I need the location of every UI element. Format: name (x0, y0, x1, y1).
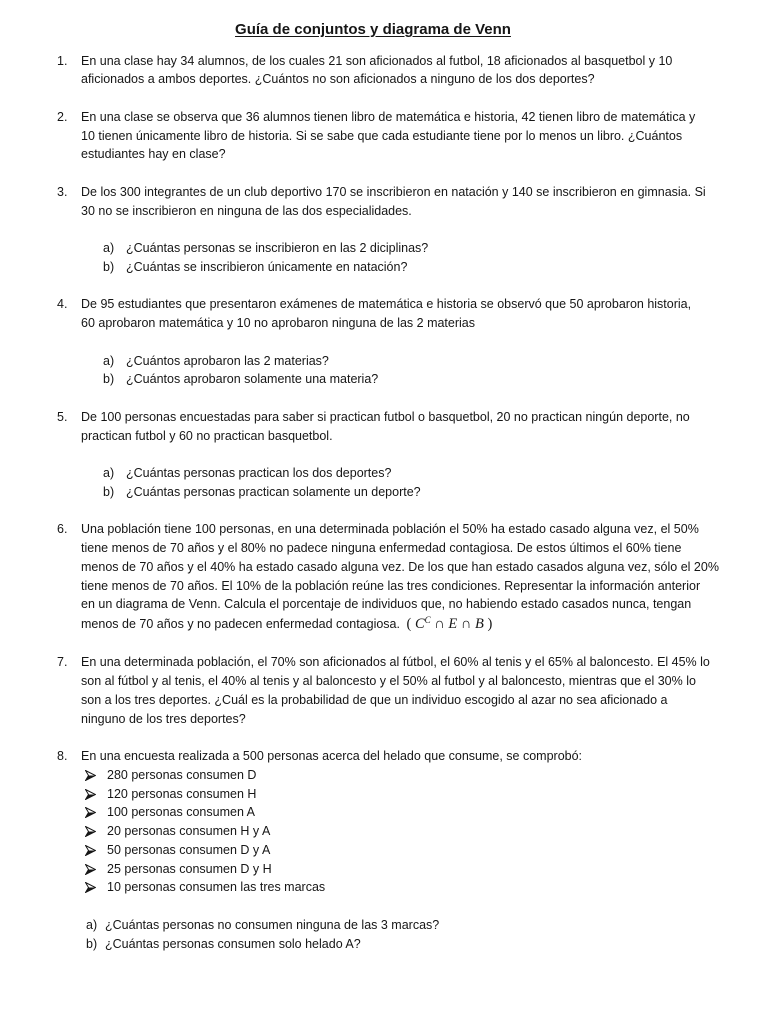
question-number: 5. (57, 409, 68, 424)
question-list (0, 52, 768, 954)
sub-question-label: a) (86, 917, 98, 932)
sub-question-b (0, 935, 768, 954)
question-text-segment: menos de 70 años y no padecen enfermedad contagiosa. (81, 617, 400, 632)
sub-question-b (0, 483, 768, 502)
question-text-line: estudiantes hay en clase? (81, 147, 226, 162)
sub-question-a (0, 239, 768, 258)
question-number: 8. (57, 749, 68, 764)
bullet-item (0, 841, 768, 860)
bullet-item (0, 785, 768, 804)
question-text-line (81, 614, 768, 635)
page-title: Guía de conjuntos y diagrama de Venn (235, 21, 511, 38)
bullet-text: 25 personas consumen D y H (107, 861, 272, 876)
sub-question-label: a) (103, 353, 115, 368)
question-number: 4. (57, 297, 68, 312)
question-text (81, 408, 768, 446)
question-5 (0, 408, 768, 502)
question-text (81, 52, 768, 90)
question-text-line: De los 300 integrantes de un club deportivo 170 se inscribieron en natación y 140 se inscribieron en gimnasia. Si (81, 184, 706, 199)
sub-question-label: b) (103, 372, 115, 387)
formula-set-e: E (448, 616, 458, 633)
arrowhead-shade (86, 888, 96, 893)
bullet-item (0, 766, 768, 785)
sub-question-a (0, 352, 768, 371)
question-text-line: en un diagrama de Venn. Calcula el porcentaje de individuos que, no habiendo estado casados nunca, tengan (81, 597, 692, 612)
arrowhead-bullet-icon (85, 845, 96, 856)
arrowhead-bullet-icon (85, 882, 96, 893)
bullet-item (0, 803, 768, 822)
question-text-line: En una determinada población, el 70% son aficionados al fútbol, el 60% al tenis y el 65% al baloncesto. El 45% lo (81, 655, 710, 670)
sub-question-text: ¿Cuántos aprobaron las 2 materias? (126, 353, 329, 368)
question-text-line: 30 no se inscribieron en ninguna de las dos especialidades. (81, 203, 412, 218)
arrowhead-bullet-icon (85, 864, 96, 875)
question-number: 2. (57, 109, 68, 124)
question-text-line: 60 aprobaron matemática y 10 no aprobaron ninguna de las 2 materias (81, 316, 476, 331)
sub-question-text: ¿Cuántas personas se inscribieron en las 2 diciplinas? (126, 241, 429, 256)
arrowhead-shade (86, 794, 96, 799)
question-text-line: En una encuesta realizada a 500 personas acerca del helado que consume, se comprobó: (81, 749, 583, 764)
sub-question-text: ¿Cuántas personas practican solamente un deporte? (126, 484, 421, 499)
question-6 (0, 520, 768, 634)
bullet-item (0, 860, 768, 879)
arrowhead-bullet-icon (85, 789, 96, 800)
sub-question-list (0, 352, 768, 390)
question-7 (0, 653, 768, 728)
set-expression-formula (406, 616, 492, 632)
bullet-text: 20 personas consumen H y A (107, 824, 271, 839)
question-8 (0, 747, 768, 953)
question-2 (0, 108, 768, 164)
sub-question-text: ¿Cuántas personas no consumen ninguna de las 3 marcas? (105, 917, 440, 932)
sub-question-label: b) (103, 259, 115, 274)
question-text (81, 295, 768, 333)
sub-question-text: ¿Cuántos aprobaron solamente una materia? (126, 372, 379, 387)
sub-question-a (0, 464, 768, 483)
bullet-text: 10 personas consumen las tres marcas (107, 880, 326, 895)
question-text-line: En una clase hay 34 alumnos, de los cuales 21 son aficionados al futbol, 18 aficionados al basquetbol y 10 (81, 53, 673, 68)
arrowhead-shade (86, 775, 96, 780)
question-text (81, 108, 768, 164)
formula-intersection-operator: ∩ (460, 616, 472, 633)
sub-question-b (0, 370, 768, 389)
question-text-line: practican futbol y 60 no practican basquetbol. (81, 428, 333, 443)
question-text-line: son a los tres deportes. ¿Cuál es la probabilidad de que un individuo escogido al azar no sea aficionado a (81, 692, 668, 707)
bullet-item (0, 822, 768, 841)
bullet-text: 280 personas consumen D (107, 767, 257, 782)
sub-question-label: a) (103, 466, 115, 481)
arrowhead-shade (86, 869, 96, 874)
question-4 (0, 295, 768, 389)
formula-complement-superscript: C (424, 615, 431, 626)
question-text (81, 747, 768, 766)
question-text (81, 653, 768, 728)
bullet-text: 50 personas consumen D y A (107, 842, 271, 857)
question-number: 7. (57, 655, 68, 670)
question-text-line: De 100 personas encuestadas para saber si practican futbol o basquetbol, 20 no practican ningún deporte, no (81, 409, 690, 424)
sub-question-list (0, 916, 768, 954)
bullet-list (0, 766, 768, 897)
formula-set-c: C (414, 616, 425, 633)
question-1 (0, 52, 768, 90)
arrowhead-shade (86, 850, 96, 855)
arrowhead-bullet-icon (85, 770, 96, 781)
arrowhead-shade (86, 832, 96, 837)
formula-open-paren: ( (406, 616, 412, 633)
question-text-line: tiene menos de 70 años y el 80% no padece ninguna enfermedad contagiosa. De estos últimos el 60% tiene (81, 541, 682, 556)
sub-question-list (0, 239, 768, 277)
arrowhead-bullet-icon (85, 807, 96, 818)
bullet-text: 120 personas consumen H (107, 786, 257, 801)
question-text-line: ninguno de los tres deportes? (81, 711, 246, 726)
question-number: 3. (57, 184, 68, 199)
bullet-text: 100 personas consumen A (107, 805, 256, 820)
question-text-line: aficionados a ambos deportes. ¿Cuántos no son aficionados a ninguno de los dos deportes? (81, 72, 595, 87)
question-text (81, 520, 768, 634)
question-text-line: son al fútbol y al tenis, el 40% al tenis y al baloncesto y el 50% al futbol y al baloncesto, mientras que el 30% lo (81, 674, 696, 689)
sub-question-a (0, 916, 768, 935)
sub-question-b (0, 258, 768, 277)
question-text (81, 183, 768, 221)
formula-close-paren: ) (487, 616, 493, 633)
formula-intersection-operator: ∩ (434, 616, 445, 633)
sub-question-label: b) (103, 484, 115, 499)
sub-question-text: ¿Cuántas se inscribieron únicamente en natación? (126, 259, 408, 274)
sub-question-label: b) (86, 936, 98, 951)
question-text-line: tiene menos de 70 años. El 10% de la población reúne las tres condiciones. Representar la información anterior (81, 578, 701, 593)
question-text-line: Una población tiene 100 personas, en una determinada población el 50% ha estado casado alguna vez, el 50% (81, 522, 699, 537)
question-text-line: 10 tienen únicamente libro de historia. Si se sabe que cada estudiante tiene por lo menos un libro. ¿Cuántos (81, 128, 683, 143)
question-text-line: menos de 70 años y el 40% ha estado casado alguna vez. De los que han estado casados alguna vez, sólo el 20% (81, 559, 719, 574)
question-number: 1. (57, 53, 68, 68)
sub-question-text: ¿Cuántas personas consumen solo helado A? (105, 936, 361, 951)
formula-set-b: B (474, 616, 484, 633)
question-number: 6. (57, 522, 68, 537)
sub-question-list (0, 464, 768, 502)
arrowhead-bullet-icon (85, 826, 96, 837)
bullet-item (0, 878, 768, 897)
sub-question-text: ¿Cuántas personas practican los dos deportes? (126, 466, 392, 481)
arrowhead-shade (86, 813, 96, 818)
question-text-line: En una clase se observa que 36 alumnos tienen libro de matemática e historia, 42 tienen libro de matemática y (81, 109, 696, 124)
question-3 (0, 183, 768, 277)
question-text-line: De 95 estudiantes que presentaron exámenes de matemática e historia se observó que 50 aprobaron historia, (81, 297, 692, 312)
sub-question-label: a) (103, 241, 115, 256)
